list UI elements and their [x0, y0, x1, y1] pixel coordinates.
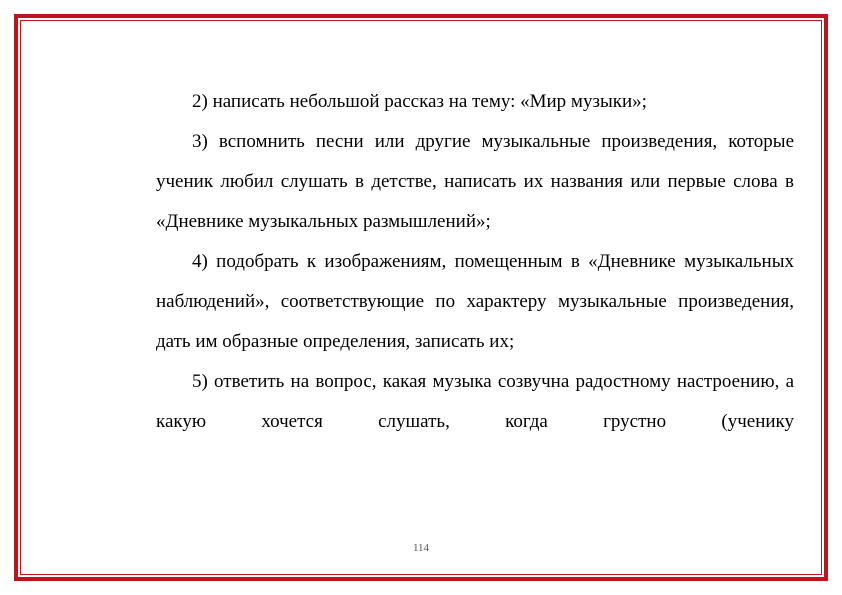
paragraph-item-4: 4) подобрать к изображениям, помещенным в «Дневнике музыкальных наблюдений», соответствующие по характеру музыкальные произведения, дать им образные определения, записать их; [156, 251, 794, 352]
paragraph-item-3: 3) вспомнить песни или другие музыкальные произведения, которые ученик любил слушать в детстве, написать их названия или первые слова в «Дневнике музыкальных размышлений»; [156, 131, 794, 232]
page-number: 114 [412, 542, 430, 554]
paragraph-item-2: 2) написать небольшой рассказ на тему: «Мир музыки»; [192, 91, 647, 112]
document-body [156, 82, 794, 442]
paragraph-item-5: 5) ответить на вопрос, какая музыка созвучна радостному настроению, а какую хочется слушать, когда грустно (ученику [156, 371, 794, 432]
